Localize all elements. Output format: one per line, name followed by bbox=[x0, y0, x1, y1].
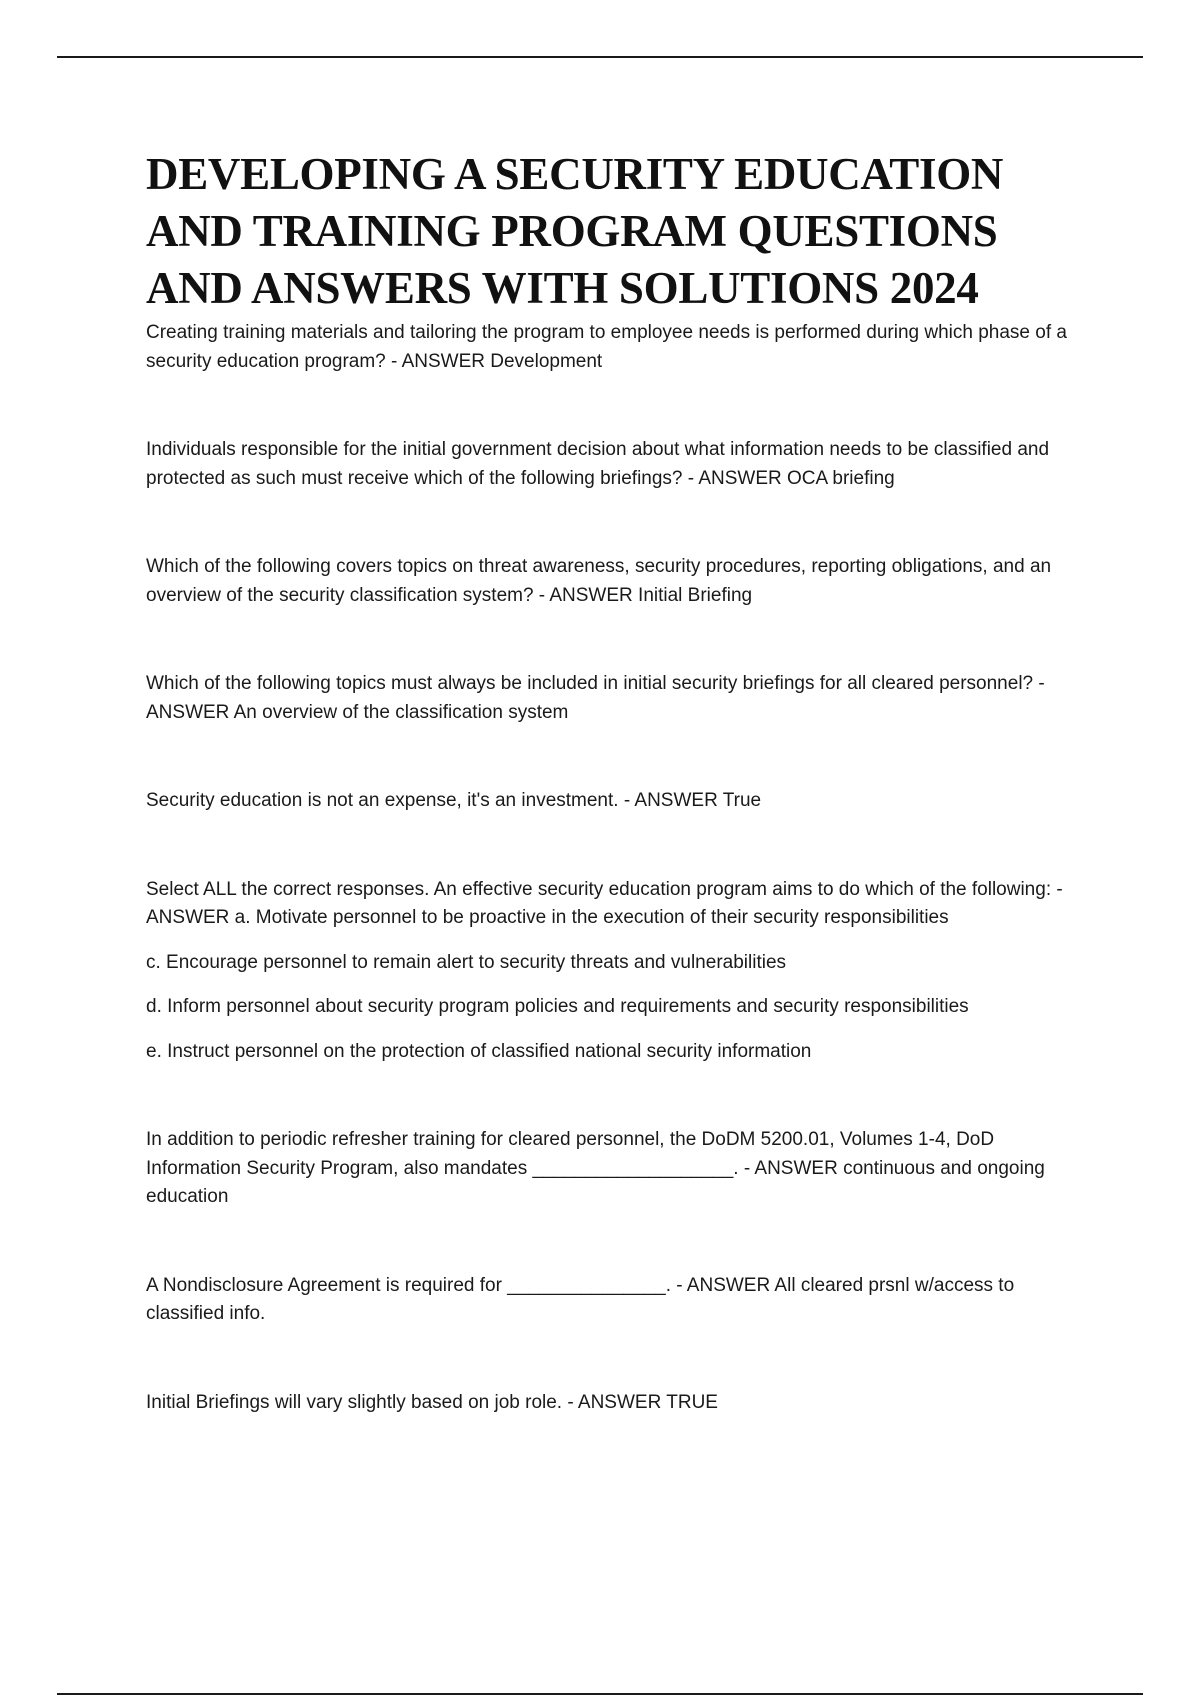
top-divider bbox=[57, 56, 1143, 58]
qa-answer-option: e. Instruct personnel on the protection of classified national security information bbox=[146, 1040, 812, 1062]
qa-question-text: Select ALL the correct responses. An effective security education program aims to do which of the following: - ANSWER a. Motivate personnel to be proactive in the execution of their security responsibilities bbox=[146, 878, 1063, 928]
qa-answer-option: d. Inform personnel about security program policies and requirements and security responsibilities bbox=[146, 996, 969, 1017]
qa-item: Individuals responsible for the initial government decision about what information needs to be classified and protected as such must receive which of the following briefings? - ANSWER OCA briefing bbox=[146, 439, 1050, 489]
bottom-divider bbox=[57, 1693, 1143, 1695]
qa-item: Creating training materials and tailoring the program to employee needs is performed during which phase of a security education program? - ANSWER Development bbox=[146, 322, 1067, 372]
qa-item: Which of the following topics must always be included in initial security briefings for all cleared personnel? - ANSWER An overview of the classification system bbox=[146, 673, 1045, 723]
document-body bbox=[146, 146, 1091, 1417]
document-title: DEVELOPING A SECURITY EDUCATION AND TRAINING PROGRAM QUESTIONS AND ANSWERS WITH SOLUTIONS 2024 bbox=[146, 149, 1004, 313]
qa-item: In addition to periodic refresher training for cleared personnel, the DoDM 5200.01, Volumes 1-4, DoD Information Security Program, also mandates ___________________. - ANSWER continuous and ongoing education bbox=[146, 1129, 1045, 1207]
qa-item-multi bbox=[146, 876, 1091, 1067]
qa-item: Security education is not an expense, it's an investment. - ANSWER True bbox=[146, 790, 762, 811]
qa-answer-option: c. Encourage personnel to remain alert to security threats and vulnerabilities bbox=[146, 951, 787, 973]
qa-item: A Nondisclosure Agreement is required for _______________. - ANSWER All cleared prsnl w/access to classified info. bbox=[146, 1274, 1015, 1324]
qa-item: Which of the following covers topics on threat awareness, security procedures, reporting obligations, and an overview of the security classification system? - ANSWER Initial Briefing bbox=[146, 556, 1052, 606]
qa-item: Initial Briefings will vary slightly based on job role. - ANSWER TRUE bbox=[146, 1391, 718, 1413]
qa-list bbox=[146, 319, 1091, 1417]
